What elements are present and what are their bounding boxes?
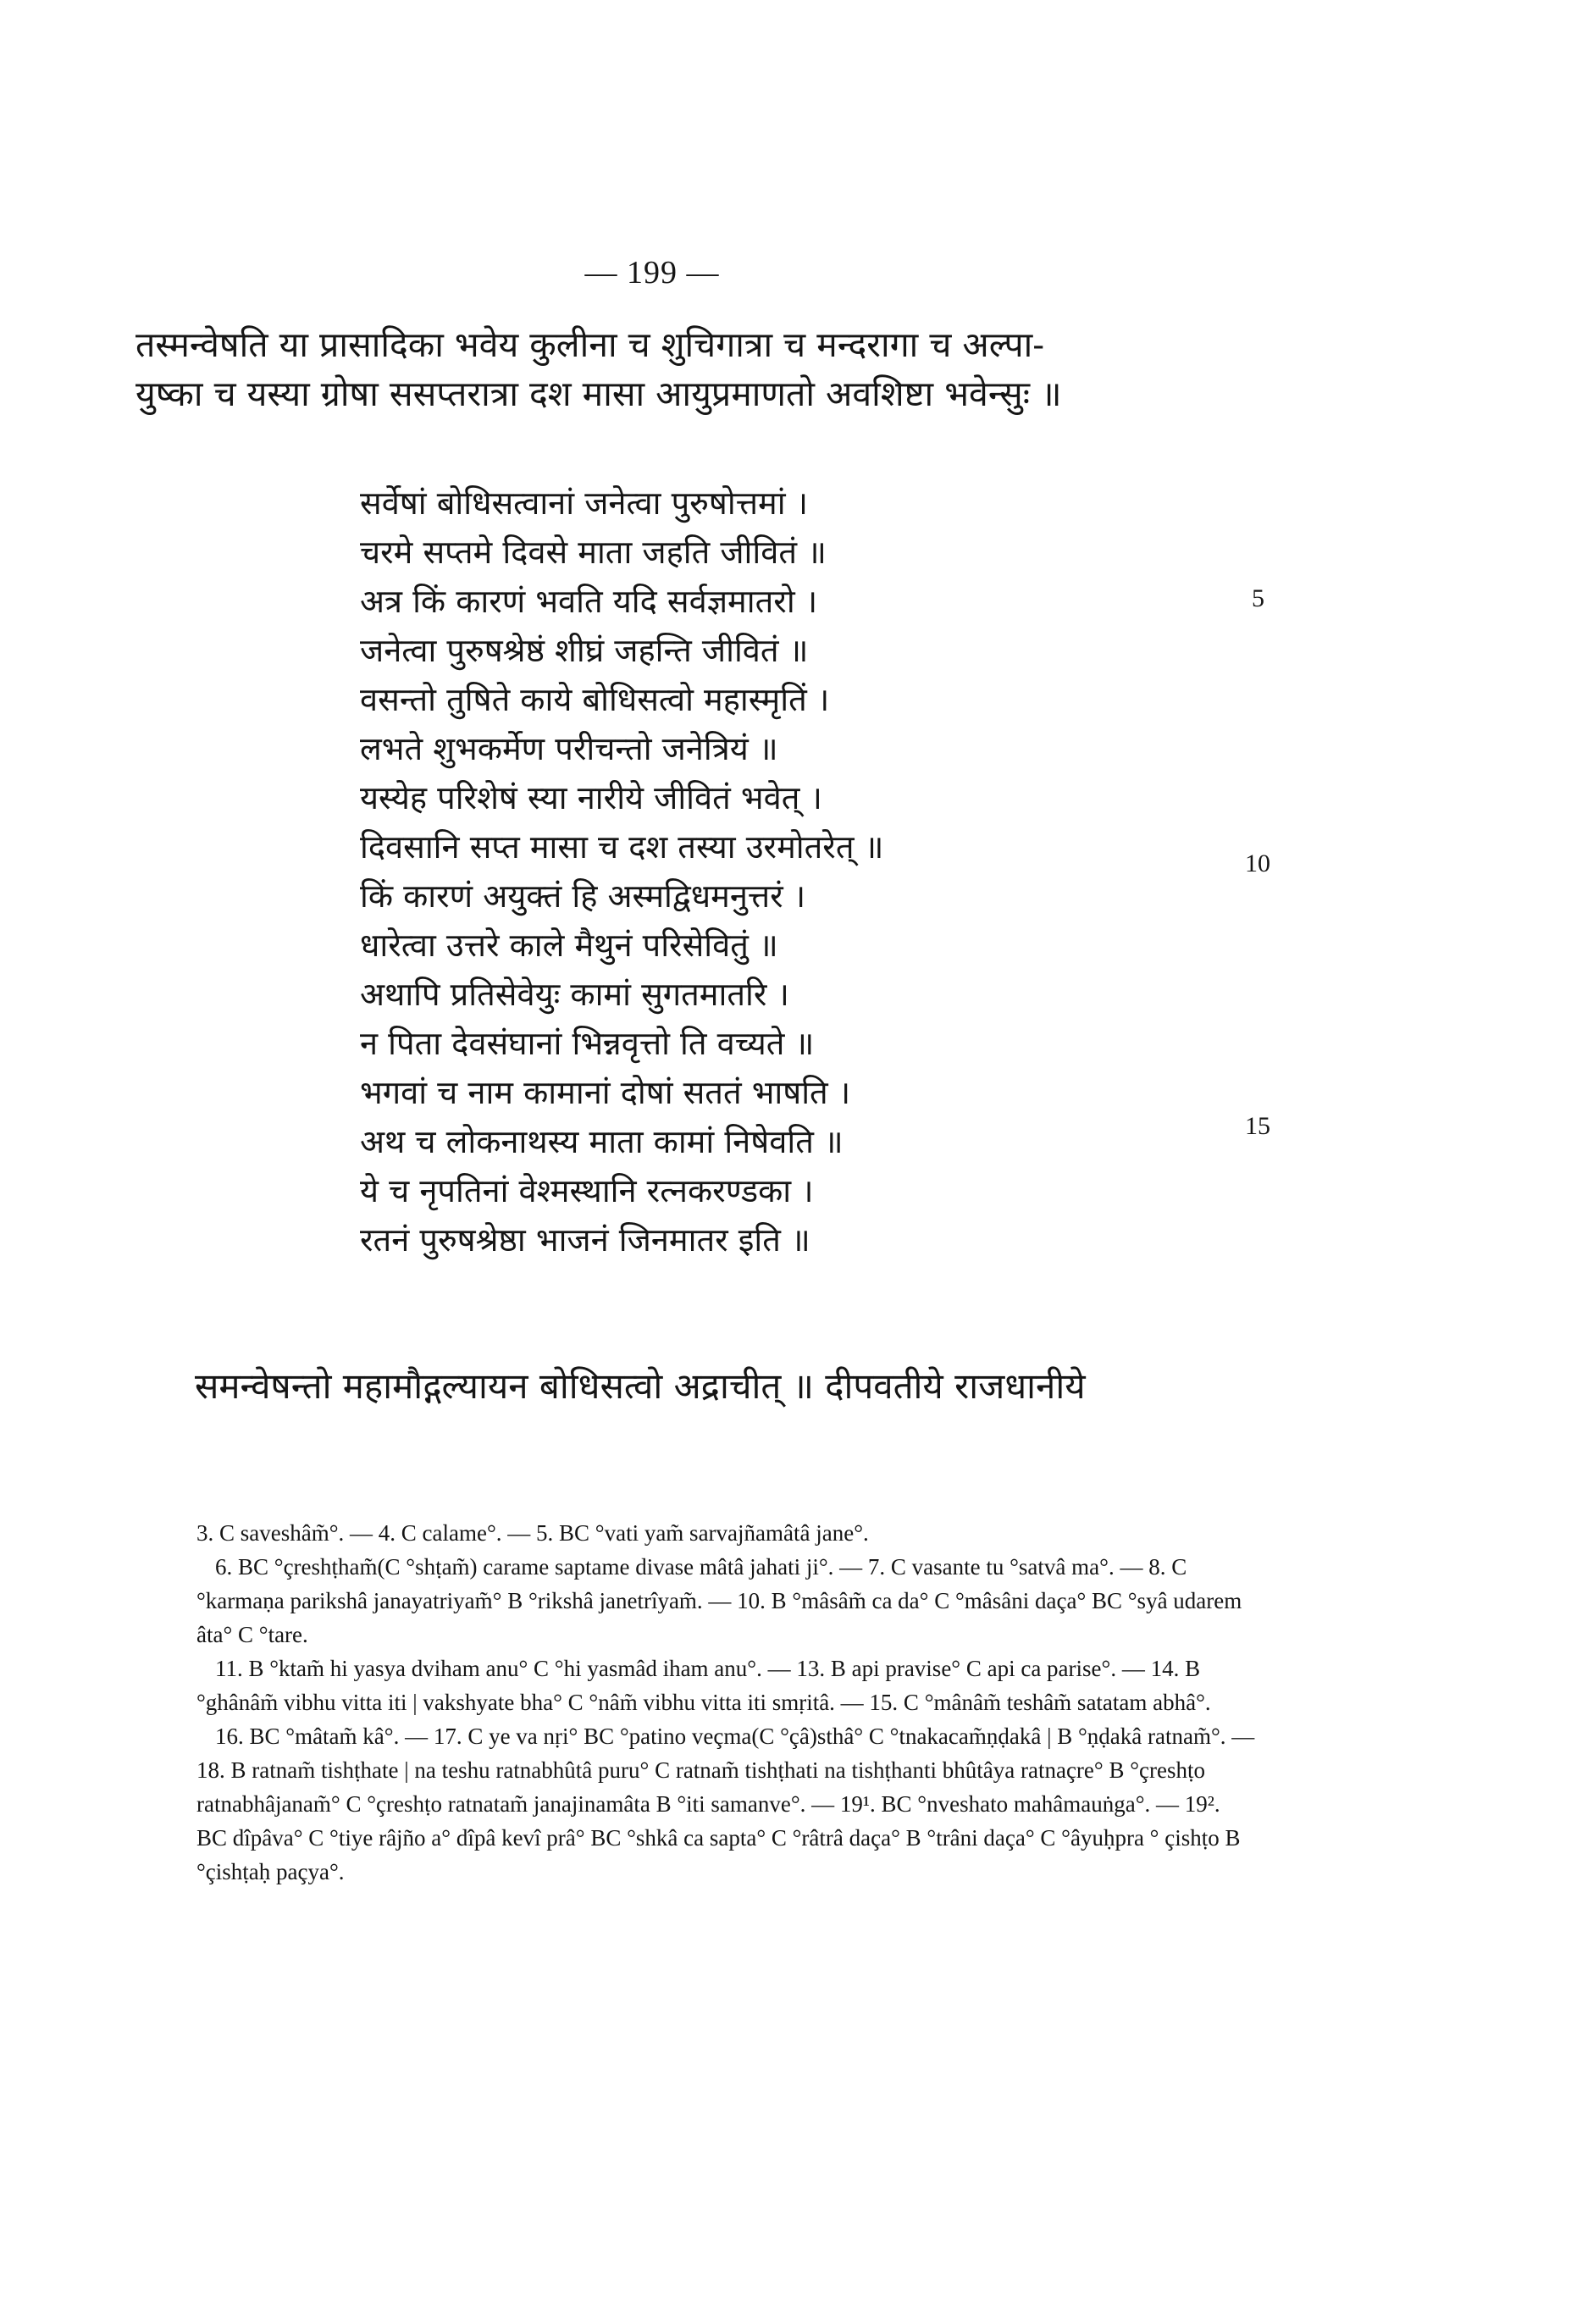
verse-line: धारेत्वा उत्तरे काले मैथुनं परिसेवितुं ॥ [360, 927, 778, 964]
page-number: — 199 — [584, 255, 720, 290]
verse-line: रतनं पुरुषश्रेष्ठा भाजनं जिनमातर इति ॥ [360, 1221, 810, 1259]
verse-block [360, 479, 1122, 1264]
verse-line: सर्वेषां बोधिसत्वानां जनेत्वा पुरुषोत्तमां । [360, 484, 809, 522]
verse-line: जनेत्वा पुरुषश्रेष्ठं शीघ्रं जहन्ति जीवितं ॥ [360, 632, 809, 669]
line-number: 5 [1252, 584, 1264, 612]
verse-line: लभते शुभकर्मेण परीचन्तो जनेत्रियं ॥ [360, 730, 778, 767]
prose-line: युष्का च यस्या ग्रोषा ससप्तरात्रा दश मासा आयुप्रमाणतो अवशिष्टा भवेन्सुः ॥ [136, 374, 1062, 414]
verse-line: वसन्तो तुषिते काये बोधिसत्वो महास्मृतिं । [360, 681, 830, 718]
footnotes [196, 1516, 1255, 1889]
verse-line: चरमे सप्तमे दिवसे माता जहति जीवितं ॥ [360, 534, 827, 571]
verse-line: न पिता देवसंघानां भिन्नवृत्तो ति वच्यते ॥ [360, 1025, 815, 1062]
verse-line: दिवसानि सप्त मासा च दश तस्या उरमोतरेत् ॥ [360, 828, 884, 866]
verse-line: अत्र किं कारणं भवति यदि सर्वज्ञमातरो । [360, 583, 818, 620]
footnote-paragraph: 16. BC °mâtam̃ kâ°. — 17. C ye va nṛi° BC °patino veçma(C °çâ)sthâ° C °tnakacam̃ṇḍakâ | B °ṇḍakâ ratnam̃°. — 18. B ratnam̃ tishṭhate | na teshu ratnabhûtâ puru° C ratnam̃ tishṭhati na tishṭhanti bhûtâya ratnaçre° B °çreshṭo ratnabhâjanam̃° C °çreshṭo ratnatam̃ janajinamâta B °iti samanve°. — 19¹. BC °nveshato mahâmauṅga°. — 19². BC dîpâva° C °tiye râjño a° dîpâ kevî prâ° BC °shkâ ca sapta° C °râtrâ daça° B °trâni daça° C °âyuḥpra ° çishṭo B °çishṭaḥ paçya°. [196, 1724, 1255, 1884]
prose-paragraph-top [136, 320, 1253, 418]
verse-line: ये च नृपतिनां वेश्मस्थानि रत्नकरण्डका । [360, 1172, 814, 1209]
verse-line: किं कारणं अयुक्तं हि अस्मद्विधमनुत्तरं । [360, 877, 806, 915]
footnote-paragraph: 6. BC °çreshṭham̃(C °shṭam̃) carame saptame divase mâtâ jahati ji°. — 7. C vasante tu °satvâ ma°. — 8. C °karmaṇa parikshâ janayatriyam̃° B °rikshâ janetrîyam̃. — 10. B °mâsâm̃ ca da° C °mâsâni daça° BC °syâ udarem âta° C °tare. [196, 1554, 1242, 1647]
verse-line: अथ च लोकनाथस्य माता कामां निषेवति ॥ [360, 1123, 844, 1160]
prose-line: तस्मन्वेषति या प्रासादिका भवेय कुलीना च शुचिगात्रा च मन्दरागा च अल्पा- [136, 324, 1045, 365]
line-number: 15 [1245, 1112, 1270, 1140]
footnote-paragraph: 3. C saveshâm̃°. — 4. C calame°. — 5. BC °vati yam̃ sarvajñamâtâ jane°. [196, 1520, 869, 1546]
prose-paragraph-bottom: समन्वेषन्तो महामौद्गल्यायन बोधिसत्वो अद्राचीत् ॥ दीपवतीये राजधानीये [195, 1365, 1086, 1407]
verse-line: अथापि प्रतिसेवेयुः कामां सुगतमातरि । [360, 976, 789, 1013]
verse-line: यस्येह परिशेषं स्या नारीये जीवितं भवेत् । [360, 779, 822, 816]
line-number: 10 [1245, 849, 1270, 877]
verse-line: भगवां च नाम कामानां दोषां सततं भाषति । [360, 1074, 851, 1111]
footnote-paragraph: 11. B °ktam̃ hi yasya dviham anu° C °hi yasmâd iham anu°. — 13. B api pravise° C api ca parise°. — 14. B °ghânâm̃ vibhu vitta iti | vakshyate bha° C °nâm̃ vibhu vitta iti smṛitâ. — 15. C °mânâm̃ teshâm̃ satatam abhâ°. [196, 1656, 1211, 1715]
